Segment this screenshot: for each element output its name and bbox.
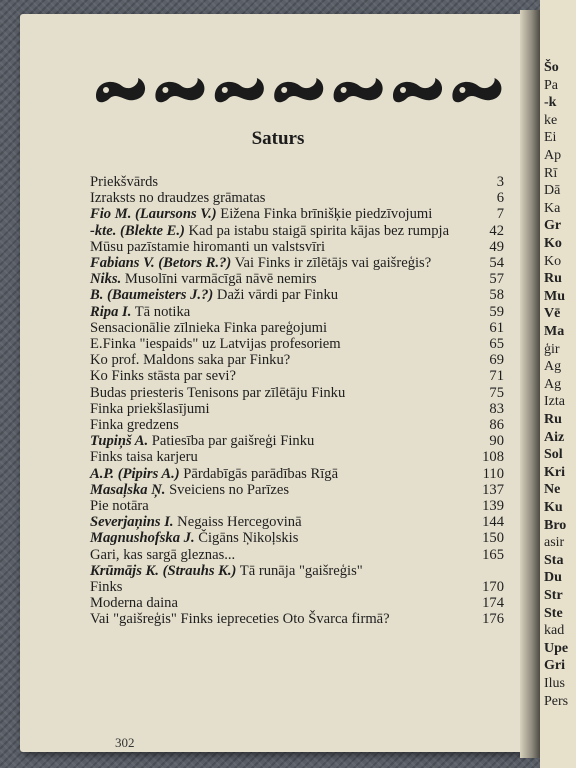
toc-entry [90, 368, 508, 384]
facing-page-text-fragment: Du [544, 570, 562, 586]
facing-page-text-fragment: Ko [544, 236, 562, 251]
toc-entry-page: 150 [482, 530, 504, 547]
toc-entry-page: 174 [482, 595, 504, 612]
toc-entry-author: Fabians V. (Betors R.?) [90, 255, 232, 272]
toc-entry-title: Tā notika [131, 303, 191, 320]
facing-page-text-fragment: Ap [544, 148, 562, 163]
ornament-dot [222, 87, 228, 93]
toc-entry-title: Finka gredzens [90, 417, 179, 434]
toc-entry-title: Ko Finks stāsta par sevi? [90, 368, 236, 385]
toc-entry-page: 65 [489, 336, 504, 353]
facing-page-text-fragment: Rī [544, 165, 558, 181]
toc-entry [90, 174, 508, 190]
toc-entry [90, 498, 508, 514]
toc-entry-author: B. (Baumeisters J.?) [90, 287, 214, 304]
facing-page-text-fragment: Vē [544, 306, 561, 322]
facing-page-text-fragment: Upe [544, 640, 569, 656]
facing-page-text-fragment: kad [544, 623, 565, 639]
toc-entry-page: 144 [482, 514, 504, 531]
facing-page-text-fragment: Aiz [544, 429, 565, 445]
ornament-dot [459, 87, 465, 93]
toc-entry [90, 417, 508, 433]
toc-entry-page: 108 [482, 449, 504, 466]
toc-entry-page: 42 [489, 222, 504, 239]
toc-entry-page: 59 [489, 303, 504, 320]
toc-entry-title: Moderna daina [90, 595, 178, 612]
facing-page-text-fragment: Sta [544, 552, 564, 568]
facing-page-text-fragment: Ko [544, 253, 562, 269]
toc-entry [90, 514, 508, 530]
toc-entry [90, 223, 508, 239]
toc-entry-title: Kad pa istabu staigā spirita kājas bez rumpja [184, 222, 450, 239]
toc-entry [90, 530, 508, 546]
toc-entry-page: 90 [489, 433, 504, 450]
toc-entry [90, 255, 508, 271]
toc-entry-page: 69 [489, 352, 504, 369]
toc-entry-page: 7 [496, 206, 504, 223]
toc-entry-page: 176 [482, 611, 504, 628]
toc-entry-title: Gari, kas sargā gleznas... [90, 546, 236, 563]
toc-entry-title: Izraksts no draudzes grāmatas [90, 190, 266, 207]
toc-entry [90, 579, 508, 595]
toc-entry-title: Pārdabīgās parādības Rīgā [179, 465, 339, 482]
toc-entry [90, 482, 508, 498]
toc-entry [90, 320, 508, 336]
toc-entry-author: A.P. (Pipirs A.) [90, 465, 180, 482]
facing-page-text-fragment: Str [544, 588, 563, 603]
toc-entry-title: Daži vārdi par Finku [213, 287, 339, 304]
decorative-ornament-icon [92, 74, 508, 108]
facing-page-text-fragment: Ka [544, 200, 561, 216]
toc-entry-title: Negaiss Hercegovinā [173, 514, 302, 531]
toc-entry-title: Vai "gaišreģis" Finks iepreceties Oto Švarca firmā? [90, 611, 390, 628]
toc-entry [90, 433, 508, 449]
toc-entry [90, 385, 508, 401]
toc-entry [90, 287, 508, 303]
toc-entry-page: 75 [489, 384, 504, 401]
toc-entry-author: Severjaņins I. [90, 514, 174, 531]
toc-entry-author: Krūmājs K. (Strauhs K.) [90, 562, 237, 579]
toc-entry-title: E.Finka "iespaids" uz Latvijas profesoriem [90, 336, 341, 353]
toc-entry-page: 49 [489, 238, 504, 255]
toc-entry-author: Ripa I. [90, 303, 132, 320]
toc-entry-title: Patiesība par gaišreģi Finku [148, 433, 315, 450]
facing-page-text-fragment: ke [544, 112, 558, 128]
toc-entry-title: Finks taisa karjeru [90, 449, 198, 466]
facing-page-text-fragment: Ma [544, 324, 565, 339]
toc-entry-page: 6 [496, 190, 504, 207]
toc-entry-title: Mūsu pazīstamie hiromanti un valstsvīri [90, 238, 326, 255]
toc-entry [90, 352, 508, 368]
facing-page-text-fragment: Ag [544, 376, 562, 392]
facing-page-text-fragment: Bro [544, 517, 567, 533]
toc-entry-page: 83 [489, 400, 504, 417]
facing-page-text-fragment: Pers [544, 693, 569, 709]
toc-entry-page: 110 [482, 465, 504, 482]
facing-page-text-fragment: Šo [544, 60, 559, 75]
toc-entry [90, 304, 508, 320]
toc-entry-page: 170 [482, 579, 504, 596]
facing-page-text-fragment: -k [544, 95, 557, 111]
toc-entry-title: Budas priesteris Tenisons par zīlētāju Finku [90, 384, 346, 401]
toc-entry [90, 466, 508, 482]
facing-page-text-fragment: Ru [544, 271, 562, 287]
facing-page-text-fragment: Kri [544, 464, 565, 480]
toc-entry-page: 54 [489, 255, 504, 272]
facing-page-text-fragment: Pa [544, 77, 558, 93]
toc-entry-page: 57 [489, 271, 504, 288]
toc-entry-title: Tā runāja "gaišreģis" [236, 562, 363, 579]
toc-entry [90, 271, 508, 287]
toc-entry [90, 401, 508, 417]
toc-entry [90, 449, 508, 465]
toc-entry [90, 190, 508, 206]
ornament-dot [162, 87, 168, 93]
table-of-contents [90, 174, 508, 628]
toc-entry-title: Finks [90, 579, 123, 596]
toc-entry-title: Sveiciens no Parīzes [165, 481, 290, 498]
facing-page-text-fragment: Gri [544, 658, 565, 674]
toc-entry-title: Ko prof. Maldons saka par Finku? [90, 352, 291, 369]
toc-entry-title: Finka priekšlasījumi [90, 400, 210, 417]
toc-entry-title: Sensacionālie zīlnieka Finka pareģojumi [90, 319, 328, 336]
page-number: 302 [115, 735, 135, 750]
toc-entry-page: 71 [489, 368, 504, 385]
page-title: Saturs [251, 128, 305, 149]
toc-entry-author: Magnushofska J. [90, 530, 195, 547]
facing-page-text-fragment: Ku [544, 500, 563, 515]
facing-page-text-fragment: Mu [544, 288, 565, 304]
book-gutter [520, 10, 540, 758]
toc-entry-author: Tupiņš A. [90, 433, 149, 450]
facing-page-text-fragment: Ei [544, 130, 557, 146]
toc-entry-author: Fio M. (Laursons V.) [90, 206, 217, 223]
ornament-dot [341, 87, 347, 93]
toc-entry-title: Pie notāra [90, 498, 149, 515]
toc-entry-title: Eižena Finka brīnišķie piedzīvojumi [216, 206, 433, 223]
toc-entry-page: 137 [482, 481, 504, 498]
facing-page-edge [540, 0, 576, 768]
toc-entry-title: Vai Finks ir zīlētājs vai gaišreģis? [231, 255, 432, 272]
toc-entry-title: Musolīni varmācīgā nāvē nemirs [121, 271, 317, 288]
facing-page-text-fragment: Ne [544, 482, 561, 498]
ornament-dot [281, 87, 287, 93]
facing-page-text-fragment: Dā [544, 183, 561, 199]
toc-entry-page: 139 [482, 498, 504, 515]
facing-page-text-fragment: Ag [544, 359, 562, 375]
facing-page-text-fragment: Ilus [544, 676, 565, 691]
toc-entry [90, 595, 508, 611]
toc-entry [90, 547, 508, 563]
facing-page-text-fragment: Sol [544, 447, 563, 463]
facing-page-text-fragment: ģir [544, 341, 560, 357]
toc-entry-page: 61 [489, 319, 504, 336]
facing-page-text-fragment: Gr [544, 218, 562, 234]
facing-page-text-fragment: Ste [544, 605, 563, 621]
toc-entry-page: 3 [496, 174, 504, 190]
toc-entry-page: 86 [489, 417, 504, 434]
toc-entry-page: 58 [489, 287, 504, 304]
toc-entry-page: 165 [482, 546, 504, 563]
ornament-dot [400, 87, 406, 93]
facing-page-text-fragment: Ru [544, 412, 562, 427]
toc-entry-title: Priekšvārds [90, 174, 159, 190]
toc-entry [90, 206, 508, 222]
toc-entry [90, 611, 508, 627]
ornament-dot [103, 87, 109, 93]
toc-entry [90, 336, 508, 352]
toc-entry-author: -kte. (Blekte E.) [90, 222, 185, 239]
toc-entry-title: Čigāns Ņikoļskis [194, 530, 299, 547]
toc-entry [90, 563, 508, 579]
toc-entry-author: Niks. [90, 271, 122, 288]
facing-page-text-fragment: asir [544, 535, 565, 551]
toc-entry [90, 239, 508, 255]
toc-entry-author: Masaļska Ņ. [90, 481, 166, 498]
facing-page-text-fragment: Izta [544, 394, 565, 410]
